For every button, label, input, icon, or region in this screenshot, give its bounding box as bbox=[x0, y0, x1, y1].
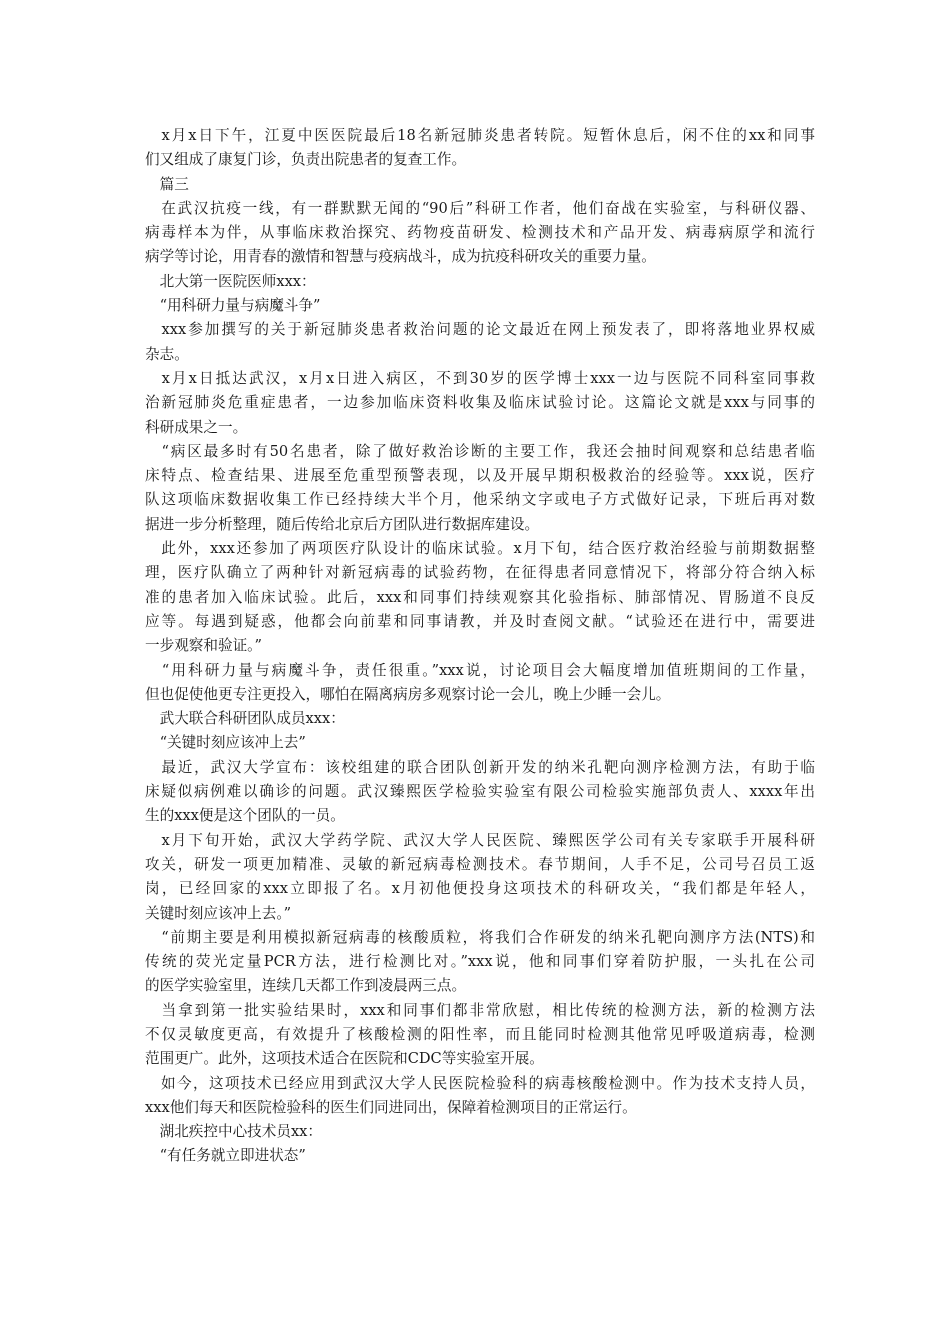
text-line: 武大联合科研团队成员xxx： bbox=[145, 710, 345, 728]
text-line: 传统的荧光定量PCR方法，进行检测比对。”xxx说，他和同事们穿着防护服，一头扎在公司 bbox=[145, 953, 815, 971]
text-line: 一步观察和验证。” bbox=[145, 637, 262, 655]
text-line: 据进一步分析整理，随后传给北京后方团队进行数据库建设。 bbox=[145, 515, 540, 533]
text-line: 病毒样本为伴，从事临床救治探究、药物疫苗研发、检测技术和产品开发、病毒病原学和流行 bbox=[145, 224, 815, 242]
text-line: 此外，xxx还参加了两项医疗队设计的临床试验。x月下旬，结合医疗救治经验与前期数据整 bbox=[145, 540, 815, 558]
text-line: x月x日抵达武汉，x月x日进入病区，不到30岁的医学博士xxx一边与医院不同科室同事救 bbox=[145, 369, 815, 387]
text-line: 的医学实验室里，连续几天都工作到凌晨两三点。 bbox=[145, 977, 467, 995]
text-line: 关键时刻应该冲上去。” bbox=[145, 904, 292, 922]
text-line: 科研成果之一。 bbox=[145, 418, 248, 436]
text-line: 北大第一医院医师xxx： bbox=[145, 272, 316, 290]
text-line: 杂志。 bbox=[145, 345, 189, 363]
text-line: 理，医疗队确立了两种针对新冠病毒的试验药物，在征得患者同意情况下，将部分符合纳入标 bbox=[145, 564, 815, 582]
text-line: x月x日下午，江夏中医医院最后18名新冠肺炎患者转院。短暂休息后，闲不住的xx和同事 bbox=[145, 127, 815, 144]
text-line: “病区最多时有50名患者，除了做好救治诊断的主要工作，我还会抽时间观察和总结患者临 bbox=[145, 442, 815, 460]
text-line: “关键时刻应该冲上去” bbox=[145, 734, 306, 752]
text-line: 当拿到第一批实验结果时，xxx和同事们都非常欣慰，相比传统的检测方法，新的检测方法 bbox=[145, 1001, 815, 1019]
text-line: “用科研力量与病魔斗争” bbox=[145, 297, 321, 315]
text-line: 范围更广。此外，这项技术适合在医院和CDC等实验室开展。 bbox=[145, 1050, 544, 1068]
text-line: 篇三 bbox=[145, 175, 189, 193]
text-line: xxx参加撰写的关于新冠肺炎患者救治问题的论文最近在网上预发表了，即将落地业界权威 bbox=[145, 321, 815, 339]
text-line: 治新冠肺炎危重症患者，一边参加临床资料收集及临床试验讨论。这篇论文就是xxx与同事的 bbox=[145, 394, 815, 412]
text-line: 准的患者加入临床试验。此后，xxx和同事们持续观察其化验指标、肺部情况、胃肠道不良反 bbox=[145, 588, 815, 606]
text-line: 岗，已经回家的xxx立即报了名。x月初他便投身这项技术的科研攻关，“我们都是年轻人， bbox=[145, 880, 815, 898]
text-line: x月下旬开始，武汉大学药学院、武汉大学人民医院、臻熙医学公司有关专家联手开展科研 bbox=[145, 831, 815, 849]
text-line: “前期主要是利用模拟新冠病毒的核酸质粒，将我们合作研发的纳米孔靶向测序方法(NTS)和 bbox=[145, 928, 815, 946]
text-line: “用科研力量与病魔斗争，责任很重。”xxx说，讨论项目会大幅度增加值班期间的工作量， bbox=[145, 661, 815, 679]
text-line: 们又组成了康复门诊，负责出院患者的复查工作。 bbox=[145, 151, 467, 169]
text-line: 在武汉抗疫一线，有一群默默无闻的“90后”科研工作者，他们奋战在实验室，与科研仪器、 bbox=[145, 199, 815, 217]
text-line: 队这项临床数据收集工作已经持续大半个月，他采纳文字或电子方式做好记录，下班后再对数 bbox=[145, 491, 815, 509]
text-line: 湖北疾控中心技术员xx： bbox=[145, 1123, 322, 1141]
text-line: 生的xxx便是这个团队的一员。 bbox=[145, 807, 345, 825]
document-body bbox=[145, 124, 815, 1169]
text-line: 床特点、检查结果、进展至危重型预警表现，以及开展早期积极救治的经验等。xxx说，医疗 bbox=[145, 467, 815, 485]
text-line: 如今，这项技术已经应用到武汉大学人民医院检验科的病毒核酸检测中。作为技术支持人员， bbox=[145, 1074, 815, 1092]
text-line: 但也促使他更专注更投入，哪怕在隔离病房多观察讨论一会儿，晚上少睡一会儿。 bbox=[145, 685, 671, 703]
text-line: 不仅灵敏度更高，有效提升了核酸检测的阳性率，而且能同时检测其他常见呼吸道病毒，检测 bbox=[145, 1025, 815, 1043]
text-line: 攻关，研发一项更加精准、灵敏的新冠病毒检测技术。春节期间，人手不足，公司号召员工返 bbox=[145, 855, 815, 873]
text-line: 最近，武汉大学宣布：该校组建的联合团队创新开发的纳米孔靶向测序检测方法，有助于临 bbox=[145, 758, 815, 776]
text-line: 应等。每遇到疑惑，他都会向前辈和同事请教，并及时查阅文献。“试验还在进行中，需要进 bbox=[145, 612, 815, 630]
text-line: “有任务就立即进状态” bbox=[145, 1147, 306, 1165]
text-line: 病学等讨论，用青春的激情和智慧与疫病战斗，成为抗疫科研攻关的重要力量。 bbox=[145, 248, 656, 266]
text-line: xxx他们每天和医院检验科的医生们同进同出，保障着检测项目的正常运行。 bbox=[145, 1098, 637, 1116]
text-line: 床疑似病例难以确诊的问题。武汉臻熙医学检验实验室有限公司检验实施部负责人、xxxx年出 bbox=[145, 783, 815, 801]
